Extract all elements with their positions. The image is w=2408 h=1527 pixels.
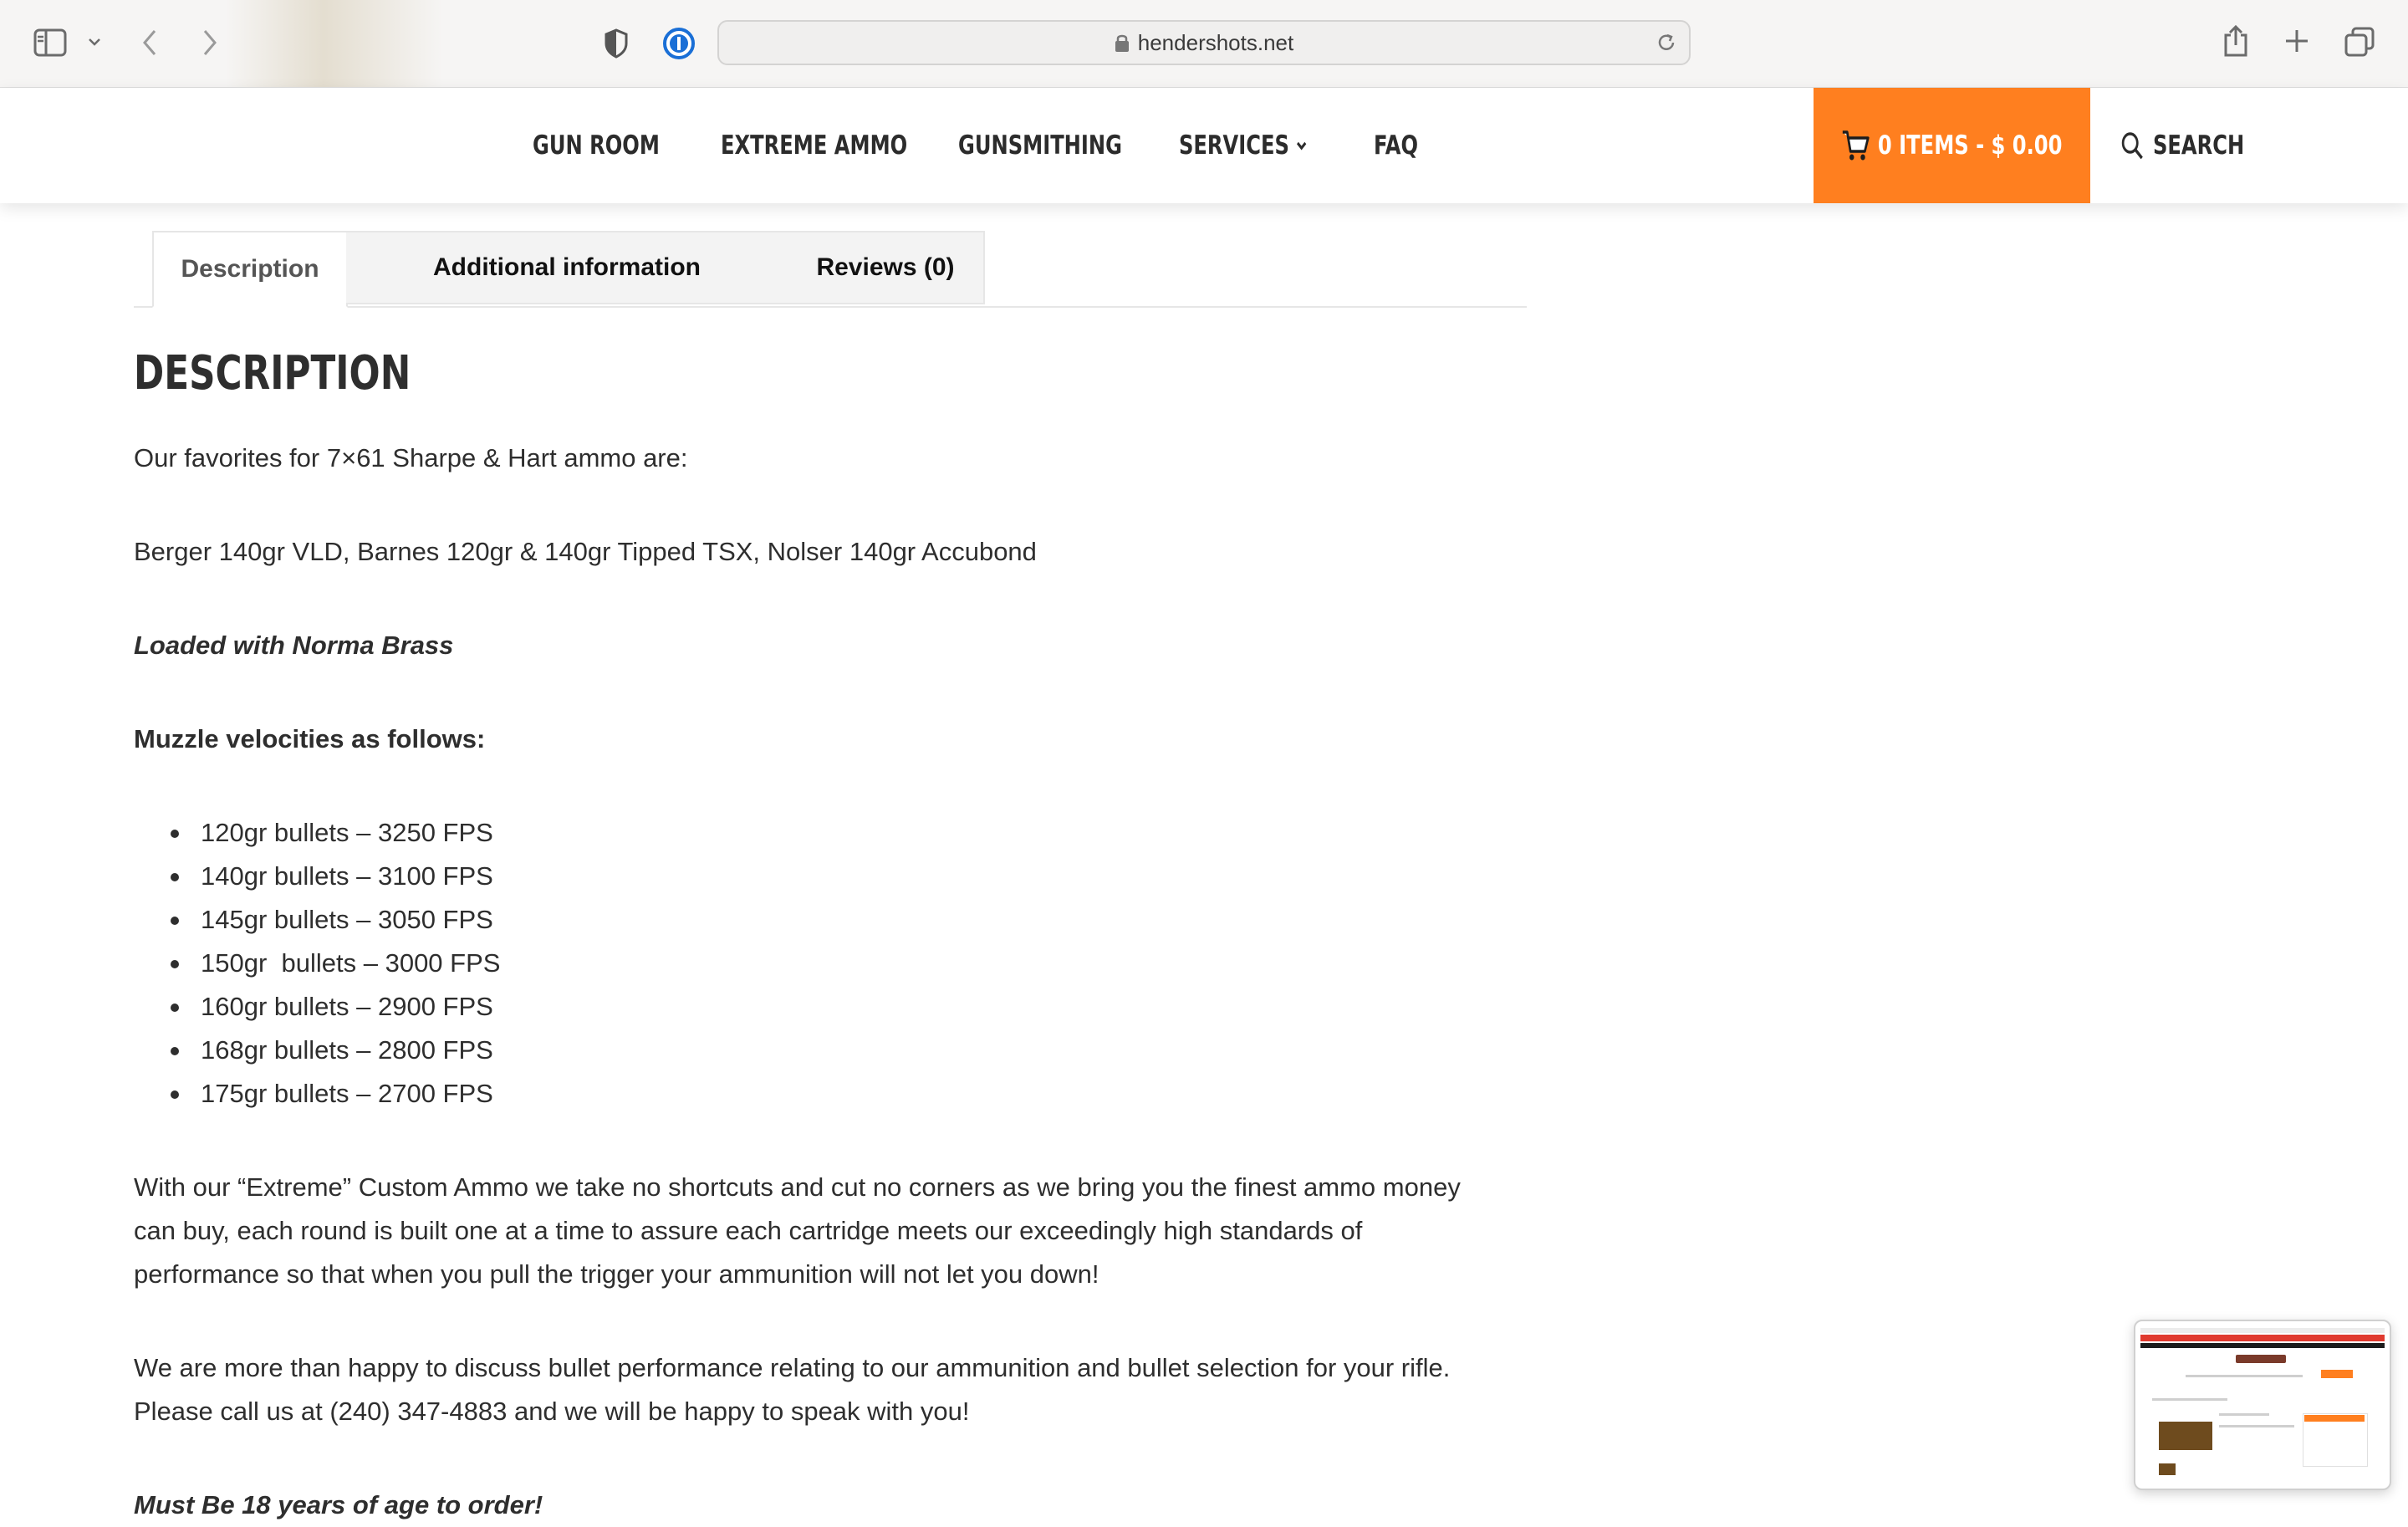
- address-bar[interactable]: [717, 20, 1691, 65]
- extreme-ammo-paragraph: [134, 1166, 1538, 1296]
- bullets-line: Berger 140gr VLD, Barnes 120gr & 140gr Tipped TSX, Nolser 140gr Accubond: [134, 537, 1037, 566]
- cart-icon: [1841, 130, 1870, 161]
- paragraph-line: With our “Extreme” Custom Ammo we take no shortcuts and cut no corners as we bring you the finest ammo money: [134, 1172, 1461, 1202]
- tabs-overview-icon[interactable]: [2344, 27, 2375, 57]
- shield-icon[interactable]: [604, 28, 629, 59]
- url-text: hendershots.net: [1137, 29, 1294, 55]
- nav-extreme-ammo[interactable]: EXTREME AMMO: [721, 130, 908, 161]
- list-item: 145gr bullets – 3050 FPS: [134, 898, 500, 942]
- screenshot-thumbnail[interactable]: [2134, 1320, 2391, 1490]
- thumb-topbar: [2140, 1343, 2385, 1348]
- thumb-price: [2219, 1425, 2294, 1427]
- tab-description[interactable]: Description: [152, 231, 348, 308]
- nav-gun-room[interactable]: GUN ROOM: [533, 130, 660, 161]
- sidebar-icon[interactable]: [33, 28, 67, 57]
- paragraph-line: performance so that when you pull the trigger your ammunition will not let you down!: [134, 1259, 1099, 1289]
- reload-icon[interactable]: [1656, 32, 1677, 58]
- contact-paragraph: [134, 1346, 1538, 1433]
- thumb-toolbar: [2140, 1328, 2385, 1333]
- nav-services-label: SERVICES: [1179, 130, 1289, 161]
- toolbar-glow: [226, 0, 443, 87]
- chevron-down-icon: [1296, 140, 1308, 151]
- thumb-product-image: [2159, 1422, 2212, 1450]
- thumb-title: [2219, 1413, 2269, 1416]
- cart-label: 0 ITEMS - $ 0.00: [1878, 130, 2063, 161]
- site-navigation: [0, 88, 2408, 203]
- product-tabs: [134, 231, 1527, 308]
- search-icon: [2120, 130, 2144, 161]
- nav-gunsmithing[interactable]: GUNSMITHING: [958, 130, 1123, 161]
- chevron-down-icon[interactable]: [87, 37, 102, 47]
- thumb-nav-line: [2186, 1375, 2303, 1377]
- paragraph-line: can buy, each round is built one at a time to assure each cartridge meets our exceedingly high standards of: [134, 1216, 1363, 1245]
- list-item: 160gr bullets – 2900 FPS: [134, 985, 500, 1029]
- velocity-list: [134, 811, 500, 1116]
- description-heading: DESCRIPTION: [134, 346, 411, 401]
- list-item: 120gr bullets – 3250 FPS: [134, 811, 500, 855]
- lock-icon: [1115, 33, 1130, 53]
- list-item: 140gr bullets – 3100 FPS: [134, 855, 500, 898]
- list-item: 175gr bullets – 2700 FPS: [134, 1072, 500, 1116]
- search-label: SEARCH: [2153, 130, 2245, 161]
- search-button[interactable]: [2120, 88, 2244, 203]
- nav-services[interactable]: [1179, 88, 1308, 203]
- cart-button[interactable]: [1814, 88, 2090, 203]
- brass-note: Loaded with Norma Brass: [134, 631, 454, 660]
- nav-faq[interactable]: FAQ: [1374, 130, 1419, 161]
- thumb-cart: [2321, 1370, 2353, 1378]
- thumb-breadcrumb: [2152, 1398, 2227, 1401]
- chevron-right-icon[interactable]: [201, 28, 219, 57]
- thumb-small-image: [2159, 1463, 2176, 1475]
- list-item: 168gr bullets – 2800 FPS: [134, 1029, 500, 1072]
- share-icon[interactable]: [2222, 23, 2249, 59]
- intro-text: Our favorites for 7×61 Sharpe & Hart ammo are:: [134, 443, 688, 472]
- age-notice: Must Be 18 years of age to order!: [134, 1490, 543, 1519]
- thumb-logo: [2236, 1355, 2286, 1363]
- list-item: 150gr bullets – 3000 FPS: [134, 942, 500, 985]
- thumb-banner: [2140, 1335, 2385, 1341]
- paragraph-line: We are more than happy to discuss bullet performance relating to our ammunition and bullet selection for your rifle.: [134, 1353, 1451, 1382]
- plus-icon[interactable]: [2284, 28, 2309, 54]
- thumb-sidebar-header: [2304, 1415, 2365, 1422]
- browser-toolbar: [0, 0, 2408, 88]
- tab-additional-information[interactable]: Additional information: [346, 231, 789, 304]
- chevron-left-icon[interactable]: [140, 28, 159, 57]
- tab-reviews[interactable]: Reviews (0): [788, 231, 985, 304]
- velocities-title: Muzzle velocities as follows:: [134, 724, 486, 753]
- paragraph-line: Please call us at (240) 347-4883 and we will be happy to speak with you!: [134, 1397, 970, 1426]
- 1password-icon[interactable]: [662, 27, 696, 60]
